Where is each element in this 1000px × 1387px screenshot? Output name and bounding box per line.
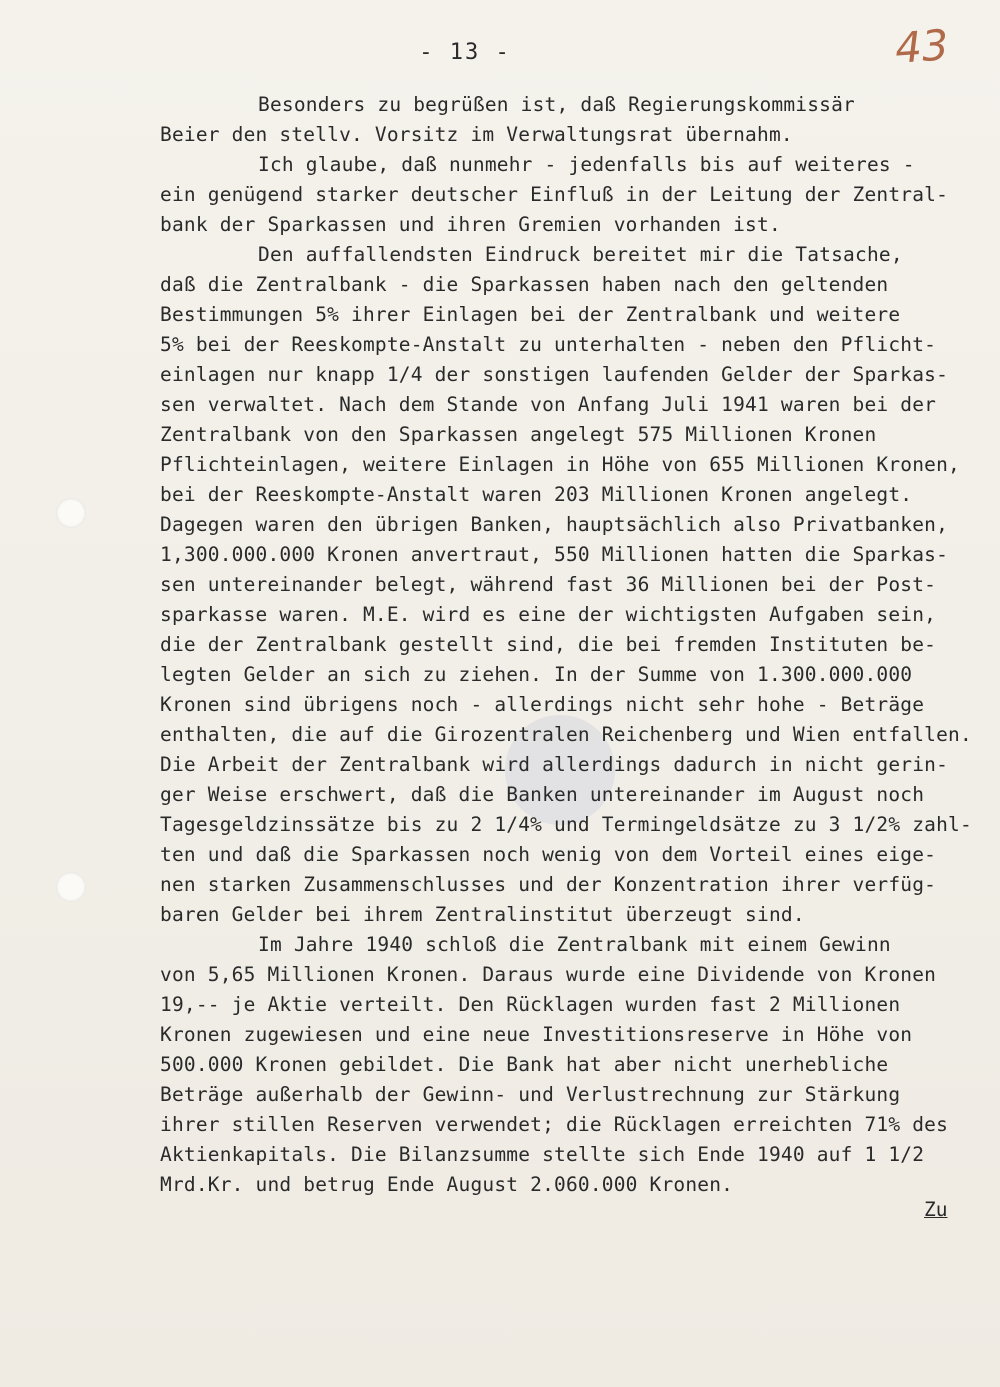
text-line: bei der Reeskompte-Anstalt waren 203 Millionen Kronen angelegt. — [160, 483, 913, 506]
punch-hole-bottom — [56, 872, 86, 902]
text-line: ein genügend starker deutscher Einfluß in der Leitung der Zentral- — [160, 183, 949, 206]
text-line: 5% bei der Reeskompte-Anstalt zu unterhalten - neben den Pflicht- — [160, 333, 937, 356]
text-line: Beier den stellv. Vorsitz im Verwaltungsrat übernahm. — [160, 123, 793, 146]
text-line: Aktienkapitals. Die Bilanzsumme stellte sich Ende 1940 auf 1 1/2 — [160, 1143, 925, 1166]
text-line: Kronen zugewiesen und eine neue Investitionsreserve in Höhe von — [160, 1023, 913, 1046]
text-line: bank der Sparkassen und ihren Gremien vorhanden ist. — [160, 213, 781, 236]
text-line: sen verwaltet. Nach dem Stande von Anfang Juli 1941 waren bei der — [160, 393, 937, 416]
text-line: die der Zentralbank gestellt sind, die bei fremden Instituten be- — [160, 633, 937, 656]
text-line: 500.000 Kronen gebildet. Die Bank hat aber nicht unerhebliche — [160, 1053, 889, 1076]
text-line: baren Gelder bei ihrem Zentralinstitut überzeugt sind. — [160, 903, 805, 926]
text-line: 19,-- je Aktie verteilt. Den Rücklagen wurden fast 2 Millionen — [160, 993, 901, 1016]
text-line: ger Weise erschwert, daß die Banken untereinander im August noch — [160, 783, 925, 806]
handwritten-folio-number: 43 — [893, 20, 951, 73]
text-line: Im Jahre 1940 schloß die Zentralbank mit einem Gewinn — [258, 933, 891, 956]
text-line: daß die Zentralbank - die Sparkassen haben nach den geltenden — [160, 273, 889, 296]
text-line: Pflichteinlagen, weitere Einlagen in Höhe von 655 Millionen Kronen, — [160, 453, 960, 476]
text-line: von 5,65 Millionen Kronen. Daraus wurde eine Dividende von Kronen — [160, 963, 937, 986]
text-line: Den auffallendsten Eindruck bereitet mir die Tatsache, — [258, 243, 903, 266]
text-line: Bestimmungen 5% ihrer Einlagen bei der Zentralbank und weitere — [160, 303, 901, 326]
text-line: legten Gelder an sich zu ziehen. In der Summe von 1.300.000.000 — [160, 663, 913, 686]
text-line: Beträge außerhalb der Gewinn- und Verlustrechnung zur Stärkung — [160, 1083, 901, 1106]
text-line: Zentralbank von den Sparkassen angelegt 575 Millionen Kronen — [160, 423, 877, 446]
text-line: Tagesgeldzinssätze bis zu 2 1/4% und Termingeldsätze zu 3 1/2% zahl- — [160, 813, 972, 836]
text-line: sen untereinander belegt, während fast 36 Millionen bei der Post- — [160, 573, 937, 596]
document-body — [160, 90, 972, 1200]
text-line: Besonders zu begrüßen ist, daß Regierungskommissär — [258, 93, 855, 116]
text-line: Kronen sind übrigens noch - allerdings nicht sehr hohe - Beträge — [160, 693, 925, 716]
text-line: Dagegen waren den übrigen Banken, hauptsächlich also Privatbanken, — [160, 513, 949, 536]
text-line: nen starken Zusammenschlusses und der Konzentration ihrer verfüg- — [160, 873, 937, 896]
text-line: Mrd.Kr. und betrug Ende August 2.060.000 Kronen. — [160, 1173, 734, 1196]
text-line: ihrer stillen Reserven verwendet; die Rücklagen erreichten 71% des — [160, 1113, 949, 1136]
text-line: 1,300.000.000 Kronen anvertraut, 550 Millionen hatten die Sparkas- — [160, 543, 949, 566]
text-line: sparkasse waren. M.E. wird es eine der wichtigsten Aufgaben sein, — [160, 603, 937, 626]
catchword: Zu — [924, 1198, 948, 1221]
text-line: Ich glaube, daß nunmehr - jedenfalls bis auf weiteres - — [258, 153, 915, 176]
text-line: Die Arbeit der Zentralbank wird allerdings dadurch in nicht gerin- — [160, 753, 949, 776]
text-line: enthalten, die auf die Girozentralen Reichenberg und Wien entfallen. — [160, 723, 972, 746]
text-line: einlagen nur knapp 1/4 der sonstigen laufenden Gelder der Sparkas- — [160, 363, 949, 386]
text-line: ten und daß die Sparkassen noch wenig von dem Vorteil eines eige- — [160, 843, 937, 866]
page-number: - 13 - — [419, 40, 511, 65]
punch-hole-top — [56, 498, 86, 528]
